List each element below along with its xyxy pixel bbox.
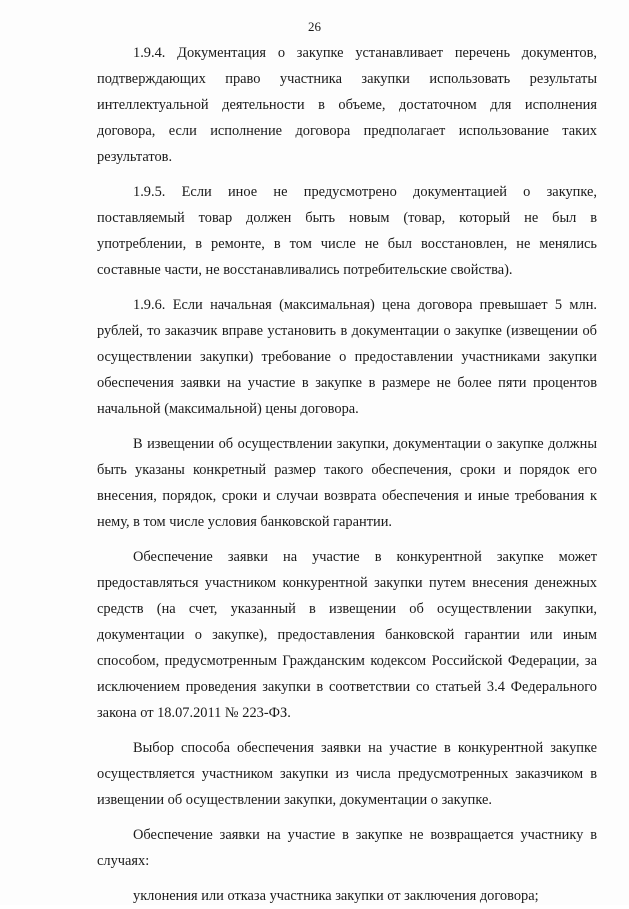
- paragraph-notice-requirements: В извещении об осуществлении закупки, документации о закупке должны быть указаны конкретный размер такого обеспечения, сроки и порядок его внесения, порядок, сроки и случаи возврата обеспечения и иные требования к нему, в том числе условия банковской гарантии.: [97, 436, 597, 530]
- paragraph-1-9-6: 1.9.6. Если начальная (максимальная) цена договора превышает 5 млн. рублей, то заказчик вправе установить в документации о закупке (извещении об осуществлении закупки) требование о предоставлении участниками закупки обеспечения заявки на участие в закупке в размере не более пяти процентов начальной (максимальной) цены договора.: [97, 297, 597, 417]
- list-item-refusal: уклонения или отказа участника закупки от заключения договора;: [133, 888, 539, 904]
- paragraph-security-methods: Обеспечение заявки на участие в конкурентной закупке может предоставляться участником конкурентной закупки путем внесения денежных средств (на счет, указанный в извещении об осуществлении закупки, документации о закупке), предоставления банковской гарантии или иным способом, предусмотренным Гражданским кодексом Российской Федерации, за исключением проведения закупки в соответствии со статьей 3.4 Федерального закона от 18.07.2011 № 223-ФЗ.: [97, 549, 597, 721]
- paragraph-1-9-5: 1.9.5. Если иное не предусмотрено документацией о закупке, поставляемый товар должен быть новым (товар, который не был в употреблении, в ремонте, в том числе не был восстановлен, не менялись составные части, не восстанавливались потребительские свойства).: [97, 184, 597, 278]
- paragraph-1-9-4: 1.9.4. Документация о закупке устанавливает перечень документов, подтверждающих право участника закупки использовать результаты интеллектуальной деятельности в объеме, достаточном для исполнения договора, если исполнение договора предполагает использование таких результатов.: [97, 45, 597, 165]
- document-body: [97, 40, 597, 909]
- page-number: 26: [308, 19, 321, 34]
- paragraph-non-return-cases: Обеспечение заявки на участие в закупке не возвращается участнику в случаях:: [97, 827, 597, 869]
- paragraph-security-choice: Выбор способа обеспечения заявки на участие в конкурентной закупке осуществляется участником закупки из числа предусмотренных заказчиком в извещении об осуществлении закупки, документации о закупке.: [97, 740, 597, 808]
